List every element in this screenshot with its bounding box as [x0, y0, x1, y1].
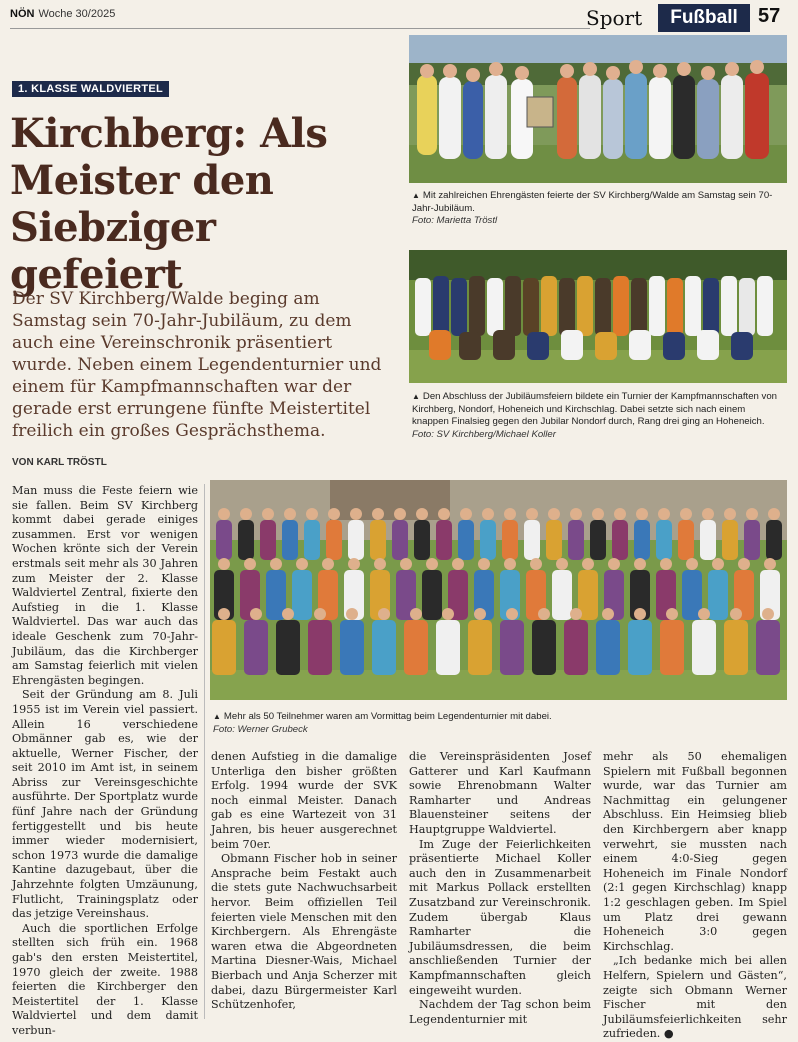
- paragraph: [603, 954, 787, 1042]
- subsection-tag: Fußball: [658, 4, 750, 32]
- caption-text: Mehr als 50 Teilnehmer waren am Vormittag beim Legendenturnier mit dabei.: [223, 711, 552, 722]
- paragraph: Man muss die Feste feiern wie sie fallen. Beim SV Kirchberg kommt dabei gerade einiges zusammen. Erst vor wenigen Wochen krönte sich der Verein erstmals seit mehr als 30 Jahren zum Meister der 2. Klasse Waldviertel Zentral, fixierte den Aufstieg in die 1. Klasse Waldviertel. Das war auch das ideale Geschenk zum 70-Jahr-Jubiläum, das die Kirchberger am Samstag feierlich mit vielen Ehrengästen begingen.: [12, 484, 198, 687]
- paragraph: Seit der Gründung am 8. Juli 1955 ist im Verein viel passiert. Allein 16 verschiedene Obmänner gab es, wie der aktuelle, Werner Fischer, der seit 2010 im Amt ist, in seinem Abriss zur Vereinsgeschichte ausführte. Der Sportplatz wurde fünf Jahre nach der Gründung fertiggestellt und bis heute immer wieder modernisiert, schon 1973 wurde die damalige Kantine dazugebaut, über die Jahrzehnte folgten Umzäunung, Flutlicht, Trainingsplatz oder das jetzige Vereinshaus.: [12, 688, 198, 921]
- header-rule: [10, 28, 590, 29]
- photo-tournament-teams: [409, 250, 787, 383]
- end-mark-icon: ●: [663, 1027, 674, 1041]
- paragraph: Nachdem der Tag schon beim Legendenturnier mit: [409, 998, 591, 1026]
- article-column-1: [12, 484, 198, 1039]
- caption-triangle-icon: ▲: [213, 712, 221, 721]
- section-label: Sport: [586, 6, 643, 30]
- caption-text: Den Abschluss der Jubiläumsfeiern bildete ein Turnier der Kampfmannschaften von Kirchberg, Nondorf, Hoheneich und Kirchschlag. Dabei setzte sich nach einem knappen Finalsieg gegen den Jubilar Nondorf durch, Rang drei ging an Hoheneich.: [412, 391, 778, 427]
- masthead: [10, 8, 115, 20]
- photo-honored-guests: [409, 35, 787, 183]
- photo-credit: Foto: SV Kirchberg/Michael Koller: [412, 428, 556, 440]
- photo-tournament-teams-image: [409, 250, 787, 383]
- photo-caption-3: [213, 711, 783, 736]
- page-number: 57: [758, 5, 781, 27]
- column-rule: [204, 484, 205, 1019]
- paragraph: mehr als 50 ehemaligen Spielern mit Fußball begonnen wurde, war das Turnier am Nachmittag ein gelungener Abschluss. Ein Heimsieg blieb den Kirchbergern aber knapp verwehrt, sie mussten nach einem 4:0-Sieg gegen Hoheneich im Finale Nondorf (2:1 gegen Kirchschlag) knapp 1:2 geschlagen geben. Im Spiel um Platz drei gewann Hoheneich 3:0 gegen Kirchschlag.: [603, 750, 787, 953]
- photo-legends-tournament-image: [210, 480, 787, 700]
- kicker-label: 1. KLASSE WALDVIERTEL: [12, 81, 169, 97]
- caption-text: Mit zahlreichen Ehrengästen feierte der SV Kirchberg/Walde am Samstag sein 70-Jahr-Jubiläum.: [412, 190, 773, 214]
- article-column-3: [409, 750, 591, 1027]
- paragraph: die Vereinspräsidenten Josef Gatterer und Karl Kaufmann sowie Ehrenobmann Walter Ramharter und Andreas Blauensteiner seitens der Hauptgruppe Waldviertel.: [409, 750, 591, 836]
- brand-name: NÖN: [10, 8, 35, 20]
- caption-triangle-icon: ▲: [412, 191, 420, 200]
- photo-credit: Foto: Werner Grubeck: [213, 723, 308, 735]
- lead-paragraph: Der SV Kirchberg/Walde beging am Samstag sein 70-Jahr-Jubiläum, zu dem auch eine Vereinschronik präsentiert wurde. Neben einem Legendenturnier und einem für Kampfmannschaften war der gerade erst errungene fünfte Meistertitel freilich ein großes Gesprächsthema.: [12, 289, 382, 441]
- article-column-2: [211, 750, 397, 1013]
- paragraph: Auch die sportlichen Erfolge stellten sich früh ein. 1968 gab's den ersten Meistertitel, 1970 gleich der zweite. 1988 feierten die Kirchberger den Meistertitel der 1. Klasse Waldviertel und dem damit verbun-: [12, 921, 198, 1037]
- photo-credit: Foto: Marietta Tröstl: [412, 215, 498, 226]
- issue-label: Woche 30/2025: [38, 8, 116, 20]
- paragraph: denen Aufstieg in die damalige Unterliga den bisher größten Erfolg. 1994 wurde der SVK noch einmal Meister. Danach gab es eine Wartezeit von 31 Jahren, bis heuer ausgerechnet beim 70er.: [211, 750, 397, 851]
- paragraph: Im Zuge der Feierlichkeiten präsentierte Michael Koller auch den in Zusammenarbeit mit Markus Pollack erstellten Zusatzband zur Vereinschronik. Zudem übergab Klaus Ramharter die Jubiläumsdressen, die beim anschließenden Turnier der Kampfmannschaften gleich eingeweiht wurden.: [409, 837, 591, 997]
- photo-caption-2: [412, 391, 784, 441]
- caption-triangle-icon: ▲: [412, 392, 420, 401]
- photo-caption-1: [412, 190, 784, 228]
- headline: Kirchberg: Als Meister den Siebziger gefeiert: [10, 110, 328, 298]
- byline: VON KARL TRÖSTL: [12, 457, 107, 468]
- article-column-4: [603, 750, 787, 1042]
- photo-honored-guests-image: [409, 35, 787, 183]
- paragraph: Obmann Fischer hob in seiner Ansprache beim Festakt auch die stets gute Nachwuchsarbeit hervor. Beim offiziellen Teil feierten viele Menschen mit den Kirchbergern. Als Ehrengäste waren etwa die Abgeordneten Martina Diesner-Wais, Michael Bierbach und Anja Scherzer mit dabei, dazu Bürgermeister Karl Schützenhofer,: [211, 852, 397, 1012]
- paragraph-text: „Ich bedanke mich bei allen Helfern, Spielern und Gästen“, zeigte sich Obmann Werner Fischer mit den Jubiläumsfeierlichkeiten sehr zufrieden.: [603, 954, 787, 1041]
- photo-legends-tournament: [210, 480, 787, 700]
